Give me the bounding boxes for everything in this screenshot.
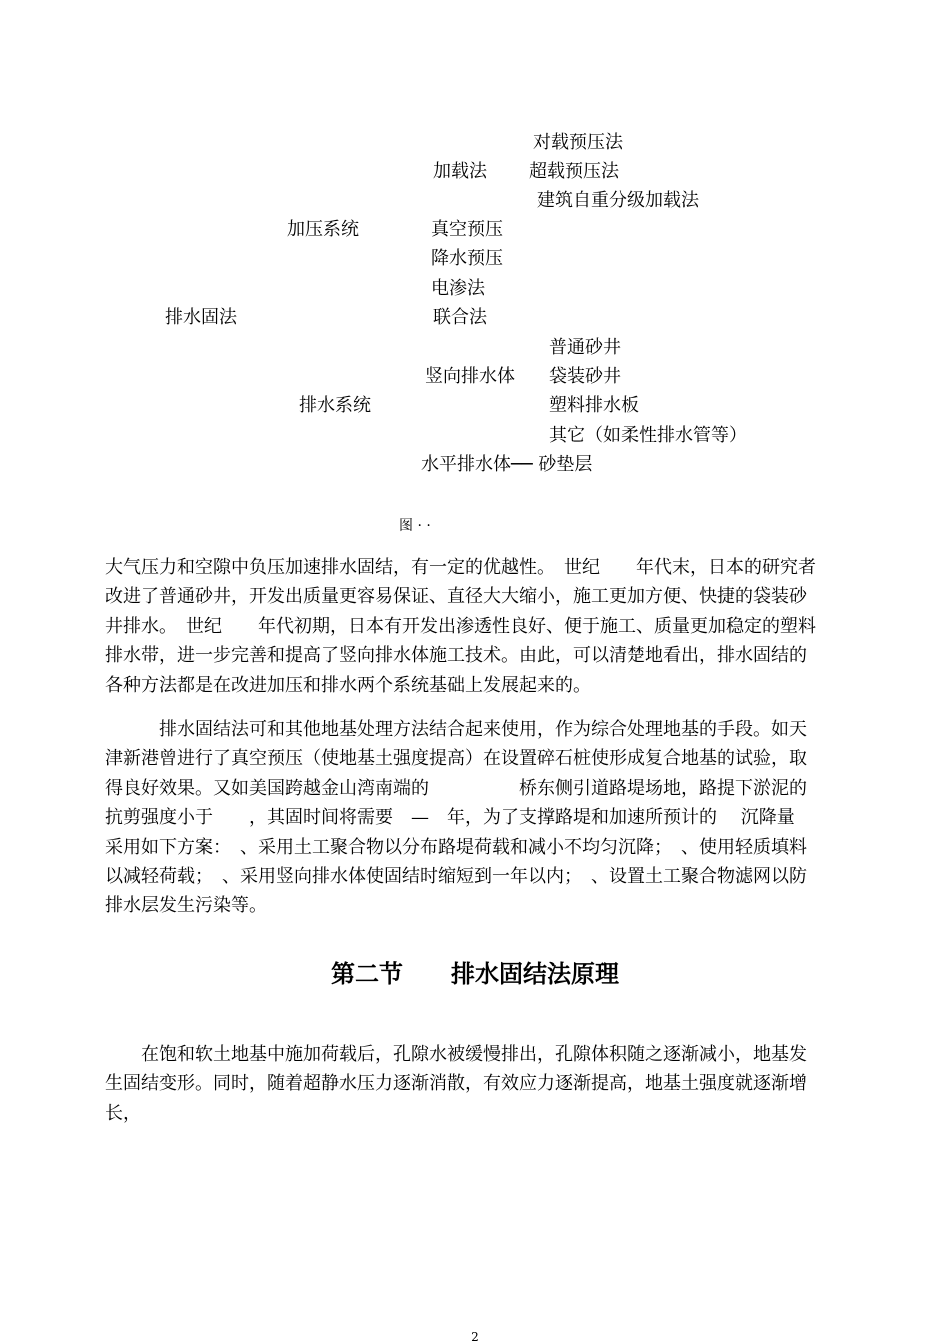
page-number: 2 <box>471 1330 479 1344</box>
node-plastic-board: 塑料排水板 <box>549 395 639 416</box>
node-equal-preload: 对载预压法 <box>533 132 623 153</box>
node-combined: 联合法 <box>433 307 487 328</box>
section-heading: 第二节 排水固结法原理 <box>331 960 619 988</box>
figure-caption: 图 · · <box>399 518 431 534</box>
paragraph-line: 大气压力和空隙中负压加速排水固结，有一定的优越性。 世纪 年代末，日本的研究者 <box>105 557 816 578</box>
node-vacuum: 真空预压 <box>431 219 503 240</box>
paragraph-2 <box>105 715 860 921</box>
node-pressure-system: 加压系统 <box>287 219 359 240</box>
paragraph-line: 在饱和软土地基中施加荷载后，孔隙水被缓慢排出，孔隙体积随之逐渐减小，地基发 <box>105 1044 807 1065</box>
paragraph-line: 以减轻荷载； 、采用竖向排水体使固结时缩短到一年以内； 、设置土工聚合物滤网以防 <box>105 865 807 887</box>
node-loading-method: 加载法 <box>433 161 487 182</box>
paragraph-line: 得良好效果。又如美国跨越金山湾南端的 桥东侧引道路堤场地，路提下淤泥的 <box>105 777 807 799</box>
paragraph-line: 采用如下方案： 、采用土工聚合物以分布路堤荷载和减小不均匀沉降； 、使用轻质填料 <box>105 836 807 858</box>
paragraph-line: 津新港曾进行了真空预压（使地基土强度提高）在设置碎石桩使形成复合地基的试验，取 <box>105 748 807 770</box>
node-bagged-sand-well: 袋装砂井 <box>549 366 621 387</box>
node-vertical-drain: 竖向排水体 <box>425 366 515 387</box>
node-root: 排水固法 <box>165 307 237 328</box>
paragraph-line: 排水层发生污染等。 <box>105 895 267 917</box>
paragraph-line: 排水带，进一步完善和提高了竖向排水体施工技术。由此，可以清楚地看出，排水固结的 <box>105 645 807 667</box>
paragraph-3 <box>105 1040 860 1128</box>
node-horizontal-drain: 水平排水体── 砂垫层 <box>421 454 593 475</box>
paragraph-line: 抗剪强度小于 ，其固时间将需要 — 年，为了支撑路堤和加速所预计的 沉降量 <box>105 807 795 829</box>
node-building-weight: 建筑自重分级加载法 <box>537 190 699 211</box>
paragraph-line: 排水固结法可和其他地基处理方法结合起来使用，作为综合处理地基的手段。如天 <box>105 719 807 740</box>
paragraph-line: 生固结变形。同时，随着超静水压力逐渐消散，有效应力逐渐提高，地基土强度就逐渐增 <box>105 1073 807 1095</box>
paragraph-line: 改进了普通砂井，开发出质量更容易保证、直径大大缩小，施工更加方便、快捷的袋装砂 <box>105 586 807 608</box>
paragraph-line: 各种方法都是在改进加压和排水两个系统基础上发展起来的。 <box>105 674 591 696</box>
node-drainage-system: 排水系统 <box>299 395 371 416</box>
paragraph-line: 长， <box>105 1102 141 1124</box>
node-electroosmosis: 电渗法 <box>431 278 485 299</box>
node-others: 其它（如柔性排水管等） <box>549 425 747 446</box>
node-over-preload: 超载预压法 <box>529 161 619 182</box>
node-sand-well: 普通砂井 <box>549 337 621 358</box>
paragraph-line: 井排水。 世纪 年代初期，日本有开发出渗透性良好、便于施工、质量更加稳定的塑料 <box>105 615 816 637</box>
paragraph-1 <box>105 553 860 700</box>
node-dewatering: 降水预压 <box>431 248 503 269</box>
